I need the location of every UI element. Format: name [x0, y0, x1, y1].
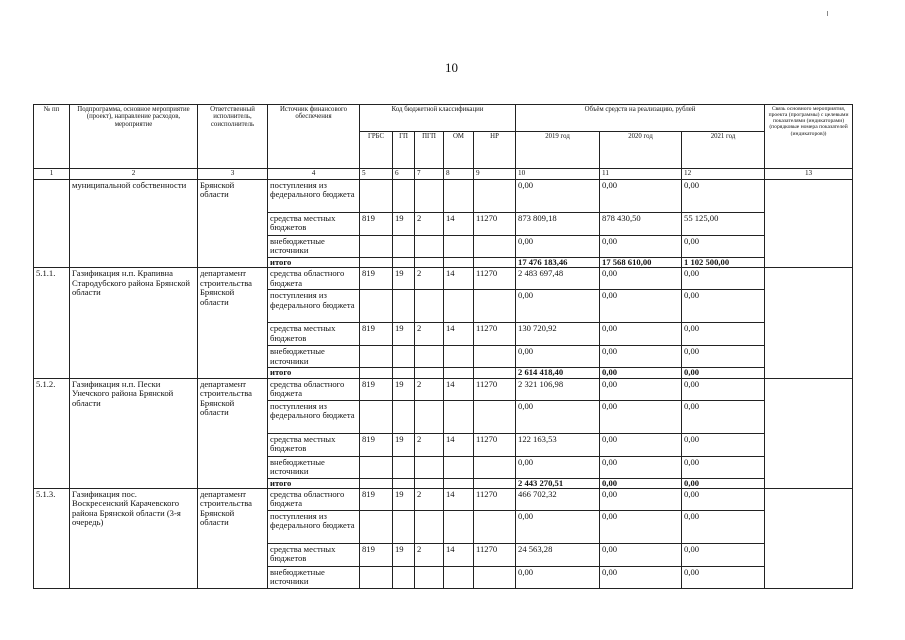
- code-pgp: [415, 235, 444, 257]
- total-code-empty: [444, 257, 474, 267]
- code-nr: [474, 179, 516, 212]
- code-om: 14: [444, 433, 474, 456]
- indicator-link: [765, 179, 853, 267]
- funding-source: средства местных бюджетов: [268, 433, 360, 456]
- funding-source: внебюджетные источники: [268, 346, 360, 368]
- total-code-empty: [360, 368, 393, 378]
- code-gp: [393, 179, 415, 212]
- code-pgp: 2: [415, 323, 444, 346]
- amount-2020: 0,00: [600, 346, 682, 368]
- amount-2021: 0,00: [682, 433, 765, 456]
- indicator-link: [765, 268, 853, 378]
- funding-source: средства областного бюджета: [268, 378, 360, 400]
- total-2021: 0,00: [682, 478, 765, 488]
- code-nr: [474, 511, 516, 544]
- header-budget-code: Код бюджетной классификации: [360, 105, 516, 132]
- column-number: 6: [393, 169, 415, 180]
- amount-2019: 0,00: [516, 290, 600, 323]
- amount-2019: 24 563,28: [516, 544, 600, 567]
- code-pgp: [415, 456, 444, 478]
- total-2021: 0,00: [682, 368, 765, 378]
- column-number: 13: [765, 169, 853, 180]
- code-grbs: 819: [360, 433, 393, 456]
- amount-2021: 0,00: [682, 544, 765, 567]
- amount-2021: 0,00: [682, 378, 765, 400]
- amount-2019: 2 321 106,98: [516, 378, 600, 400]
- code-grbs: [360, 456, 393, 478]
- row-number: [34, 179, 70, 267]
- code-om: 14: [444, 323, 474, 346]
- amount-2019: 0,00: [516, 456, 600, 478]
- amount-2020: 878 430,50: [600, 212, 682, 235]
- code-gp: 19: [393, 433, 415, 456]
- header-om: ОМ: [444, 132, 474, 169]
- program-name: муниципальной собственности: [70, 179, 198, 267]
- total-code-empty: [474, 257, 516, 267]
- amount-2019: 0,00: [516, 179, 600, 212]
- total-code-empty: [444, 478, 474, 488]
- program-name: Газификация н.п. Пески Унечского района Брянской области: [70, 378, 198, 488]
- code-gp: [393, 456, 415, 478]
- code-nr: [474, 290, 516, 323]
- total-code-empty: [474, 368, 516, 378]
- code-nr: 11270: [474, 212, 516, 235]
- code-pgp: [415, 179, 444, 212]
- code-grbs: 819: [360, 268, 393, 290]
- total-code-empty: [360, 478, 393, 488]
- code-nr: [474, 567, 516, 589]
- code-grbs: [360, 179, 393, 212]
- table-row: [34, 179, 853, 212]
- funding-source: поступления из федерального бюджета: [268, 179, 360, 212]
- amount-2021: 0,00: [682, 489, 765, 511]
- amount-2020: 0,00: [600, 268, 682, 290]
- total-2020: 0,00: [600, 478, 682, 488]
- header-link: Связь основного мероприятия, проекта (программы) с целевыми показателями (индикаторами) (порядковые номера показателей (индикаторов)): [765, 105, 853, 169]
- amount-2021: 0,00: [682, 400, 765, 433]
- header-volume: Объём средств на реализацию, рублей: [516, 105, 765, 132]
- amount-2020: 0,00: [600, 544, 682, 567]
- amount-2021: 0,00: [682, 235, 765, 257]
- code-om: 14: [444, 212, 474, 235]
- column-number: 7: [415, 169, 444, 180]
- amount-2021: 0,00: [682, 268, 765, 290]
- code-nr: [474, 235, 516, 257]
- code-nr: 11270: [474, 433, 516, 456]
- code-grbs: [360, 511, 393, 544]
- amount-2020: 0,00: [600, 456, 682, 478]
- column-number: 10: [516, 169, 600, 180]
- code-gp: [393, 290, 415, 323]
- total-label: итого: [268, 257, 360, 267]
- code-nr: 11270: [474, 544, 516, 567]
- amount-2020: 0,00: [600, 235, 682, 257]
- amount-2019: 122 163,53: [516, 433, 600, 456]
- code-pgp: 2: [415, 544, 444, 567]
- code-om: [444, 511, 474, 544]
- code-grbs: 819: [360, 378, 393, 400]
- budget-table: [33, 104, 853, 589]
- column-number: 12: [682, 169, 765, 180]
- code-nr: 11270: [474, 323, 516, 346]
- indicator-link: [765, 489, 853, 589]
- row-number: 5.1.1.: [34, 268, 70, 378]
- code-gp: 19: [393, 378, 415, 400]
- code-pgp: 2: [415, 268, 444, 290]
- code-gp: [393, 346, 415, 368]
- header-responsible: Ответственный исполнитель, соисполнитель: [198, 105, 268, 169]
- code-pgp: [415, 567, 444, 589]
- code-pgp: [415, 511, 444, 544]
- amount-2021: 0,00: [682, 290, 765, 323]
- total-code-empty: [415, 478, 444, 488]
- code-om: [444, 235, 474, 257]
- total-code-empty: [360, 257, 393, 267]
- funding-source: поступления из федерального бюджета: [268, 511, 360, 544]
- header-no: № пп: [34, 105, 70, 169]
- code-grbs: [360, 400, 393, 433]
- total-code-empty: [444, 368, 474, 378]
- amount-2020: 0,00: [600, 489, 682, 511]
- header-source: Источник финансового обеспечения: [268, 105, 360, 169]
- program-name: Газификация н.п. Крапивна Стародубского района Брянской области: [70, 268, 198, 378]
- code-pgp: 2: [415, 212, 444, 235]
- amount-2021: 0,00: [682, 456, 765, 478]
- code-nr: [474, 400, 516, 433]
- funding-source: средства областного бюджета: [268, 268, 360, 290]
- page-number: 10: [445, 60, 458, 75]
- amount-2021: 0,00: [682, 323, 765, 346]
- code-gp: [393, 567, 415, 589]
- total-2020: 0,00: [600, 368, 682, 378]
- total-2020: 17 568 610,00: [600, 257, 682, 267]
- total-2021: 1 102 500,00: [682, 257, 765, 267]
- code-gp: 19: [393, 489, 415, 511]
- code-om: [444, 400, 474, 433]
- amount-2020: 0,00: [600, 433, 682, 456]
- code-pgp: 2: [415, 378, 444, 400]
- amount-2019: 873 809,18: [516, 212, 600, 235]
- column-number-row: [34, 169, 853, 180]
- column-number: 11: [600, 169, 682, 180]
- funding-source: средства местных бюджетов: [268, 323, 360, 346]
- amount-2020: 0,00: [600, 567, 682, 589]
- code-gp: 19: [393, 268, 415, 290]
- amount-2020: 0,00: [600, 378, 682, 400]
- row-number: 5.1.2.: [34, 378, 70, 488]
- code-pgp: 2: [415, 489, 444, 511]
- amount-2021: 0,00: [682, 511, 765, 544]
- table-row: [34, 378, 853, 400]
- code-grbs: 819: [360, 323, 393, 346]
- column-number: 9: [474, 169, 516, 180]
- total-2019: 17 476 183,46: [516, 257, 600, 267]
- total-code-empty: [474, 478, 516, 488]
- code-om: 14: [444, 378, 474, 400]
- code-om: [444, 567, 474, 589]
- code-om: [444, 179, 474, 212]
- header-2019: 2019 год: [516, 132, 600, 169]
- code-nr: 11270: [474, 378, 516, 400]
- amount-2021: 0,00: [682, 346, 765, 368]
- amount-2021: 0,00: [682, 567, 765, 589]
- header-2020: 2020 год: [600, 132, 682, 169]
- column-number: 3: [198, 169, 268, 180]
- header-grbs: ГРБС: [360, 132, 393, 169]
- amount-2021: 0,00: [682, 179, 765, 212]
- amount-2020: 0,00: [600, 511, 682, 544]
- funding-source: внебюджетные источники: [268, 567, 360, 589]
- header-2021: 2021 год: [682, 132, 765, 169]
- amount-2020: 0,00: [600, 400, 682, 433]
- total-2019: 2 443 270,51: [516, 478, 600, 488]
- total-label: итого: [268, 478, 360, 488]
- code-om: 14: [444, 489, 474, 511]
- funding-source: поступления из федерального бюджета: [268, 400, 360, 433]
- code-nr: 11270: [474, 489, 516, 511]
- header-pgp: ПГП: [415, 132, 444, 169]
- code-grbs: 819: [360, 212, 393, 235]
- amount-2019: 0,00: [516, 567, 600, 589]
- funding-source: средства местных бюджетов: [268, 544, 360, 567]
- column-number: 4: [268, 169, 360, 180]
- code-nr: [474, 346, 516, 368]
- code-grbs: [360, 567, 393, 589]
- funding-source: средства областного бюджета: [268, 489, 360, 511]
- amount-2019: 2 483 697,48: [516, 268, 600, 290]
- code-om: [444, 456, 474, 478]
- column-number: 1: [34, 169, 70, 180]
- amount-2019: 0,00: [516, 346, 600, 368]
- amount-2020: 0,00: [600, 179, 682, 212]
- amount-2021: 55 125,00: [682, 212, 765, 235]
- table-row: [34, 489, 853, 511]
- funding-source: внебюджетные источники: [268, 456, 360, 478]
- responsible-executor: департамент строительства Брянской области: [198, 378, 268, 488]
- total-code-empty: [393, 368, 415, 378]
- amount-2020: 0,00: [600, 323, 682, 346]
- code-pgp: [415, 346, 444, 368]
- column-number: 8: [444, 169, 474, 180]
- amount-2019: 0,00: [516, 235, 600, 257]
- code-gp: 19: [393, 544, 415, 567]
- column-number: 2: [70, 169, 198, 180]
- amount-2019: 466 702,32: [516, 489, 600, 511]
- code-gp: 19: [393, 323, 415, 346]
- code-grbs: [360, 235, 393, 257]
- code-nr: 11270: [474, 268, 516, 290]
- responsible-executor: департамент строительства Брянской области: [198, 489, 268, 589]
- total-code-empty: [415, 257, 444, 267]
- program-name: Газификация пос. Воскресенский Карачевского района Брянской области (3-я очередь): [70, 489, 198, 589]
- code-gp: 19: [393, 212, 415, 235]
- responsible-executor: Брянской области: [198, 179, 268, 267]
- code-gp: [393, 400, 415, 433]
- header-gp: ГП: [393, 132, 415, 169]
- code-gp: [393, 511, 415, 544]
- code-nr: [474, 456, 516, 478]
- code-gp: [393, 235, 415, 257]
- amount-2019: 130 720,92: [516, 323, 600, 346]
- code-om: 14: [444, 268, 474, 290]
- amount-2019: 0,00: [516, 400, 600, 433]
- header-nr: НР: [474, 132, 516, 169]
- code-grbs: [360, 346, 393, 368]
- header-row: [34, 105, 853, 132]
- code-grbs: [360, 290, 393, 323]
- code-pgp: 2: [415, 433, 444, 456]
- funding-source: поступления из федерального бюджета: [268, 290, 360, 323]
- code-pgp: [415, 400, 444, 433]
- code-grbs: 819: [360, 489, 393, 511]
- funding-source: внебюджетные источники: [268, 235, 360, 257]
- margin-mark: [827, 11, 828, 16]
- total-code-empty: [393, 478, 415, 488]
- indicator-link: [765, 378, 853, 488]
- code-om: [444, 346, 474, 368]
- row-number: 5.1.3.: [34, 489, 70, 589]
- table-row: [34, 268, 853, 290]
- header-program: Подпрограмма, основное мероприятие (проект), направление расходов, мероприятие: [70, 105, 198, 169]
- amount-2019: 0,00: [516, 511, 600, 544]
- funding-source: средства местных бюджетов: [268, 212, 360, 235]
- code-grbs: 819: [360, 544, 393, 567]
- code-om: [444, 290, 474, 323]
- code-pgp: [415, 290, 444, 323]
- responsible-executor: департамент строительства Брянской области: [198, 268, 268, 378]
- total-2019: 2 614 418,40: [516, 368, 600, 378]
- total-label: итого: [268, 368, 360, 378]
- code-om: 14: [444, 544, 474, 567]
- total-code-empty: [415, 368, 444, 378]
- column-number: 5: [360, 169, 393, 180]
- amount-2020: 0,00: [600, 290, 682, 323]
- total-code-empty: [393, 257, 415, 267]
